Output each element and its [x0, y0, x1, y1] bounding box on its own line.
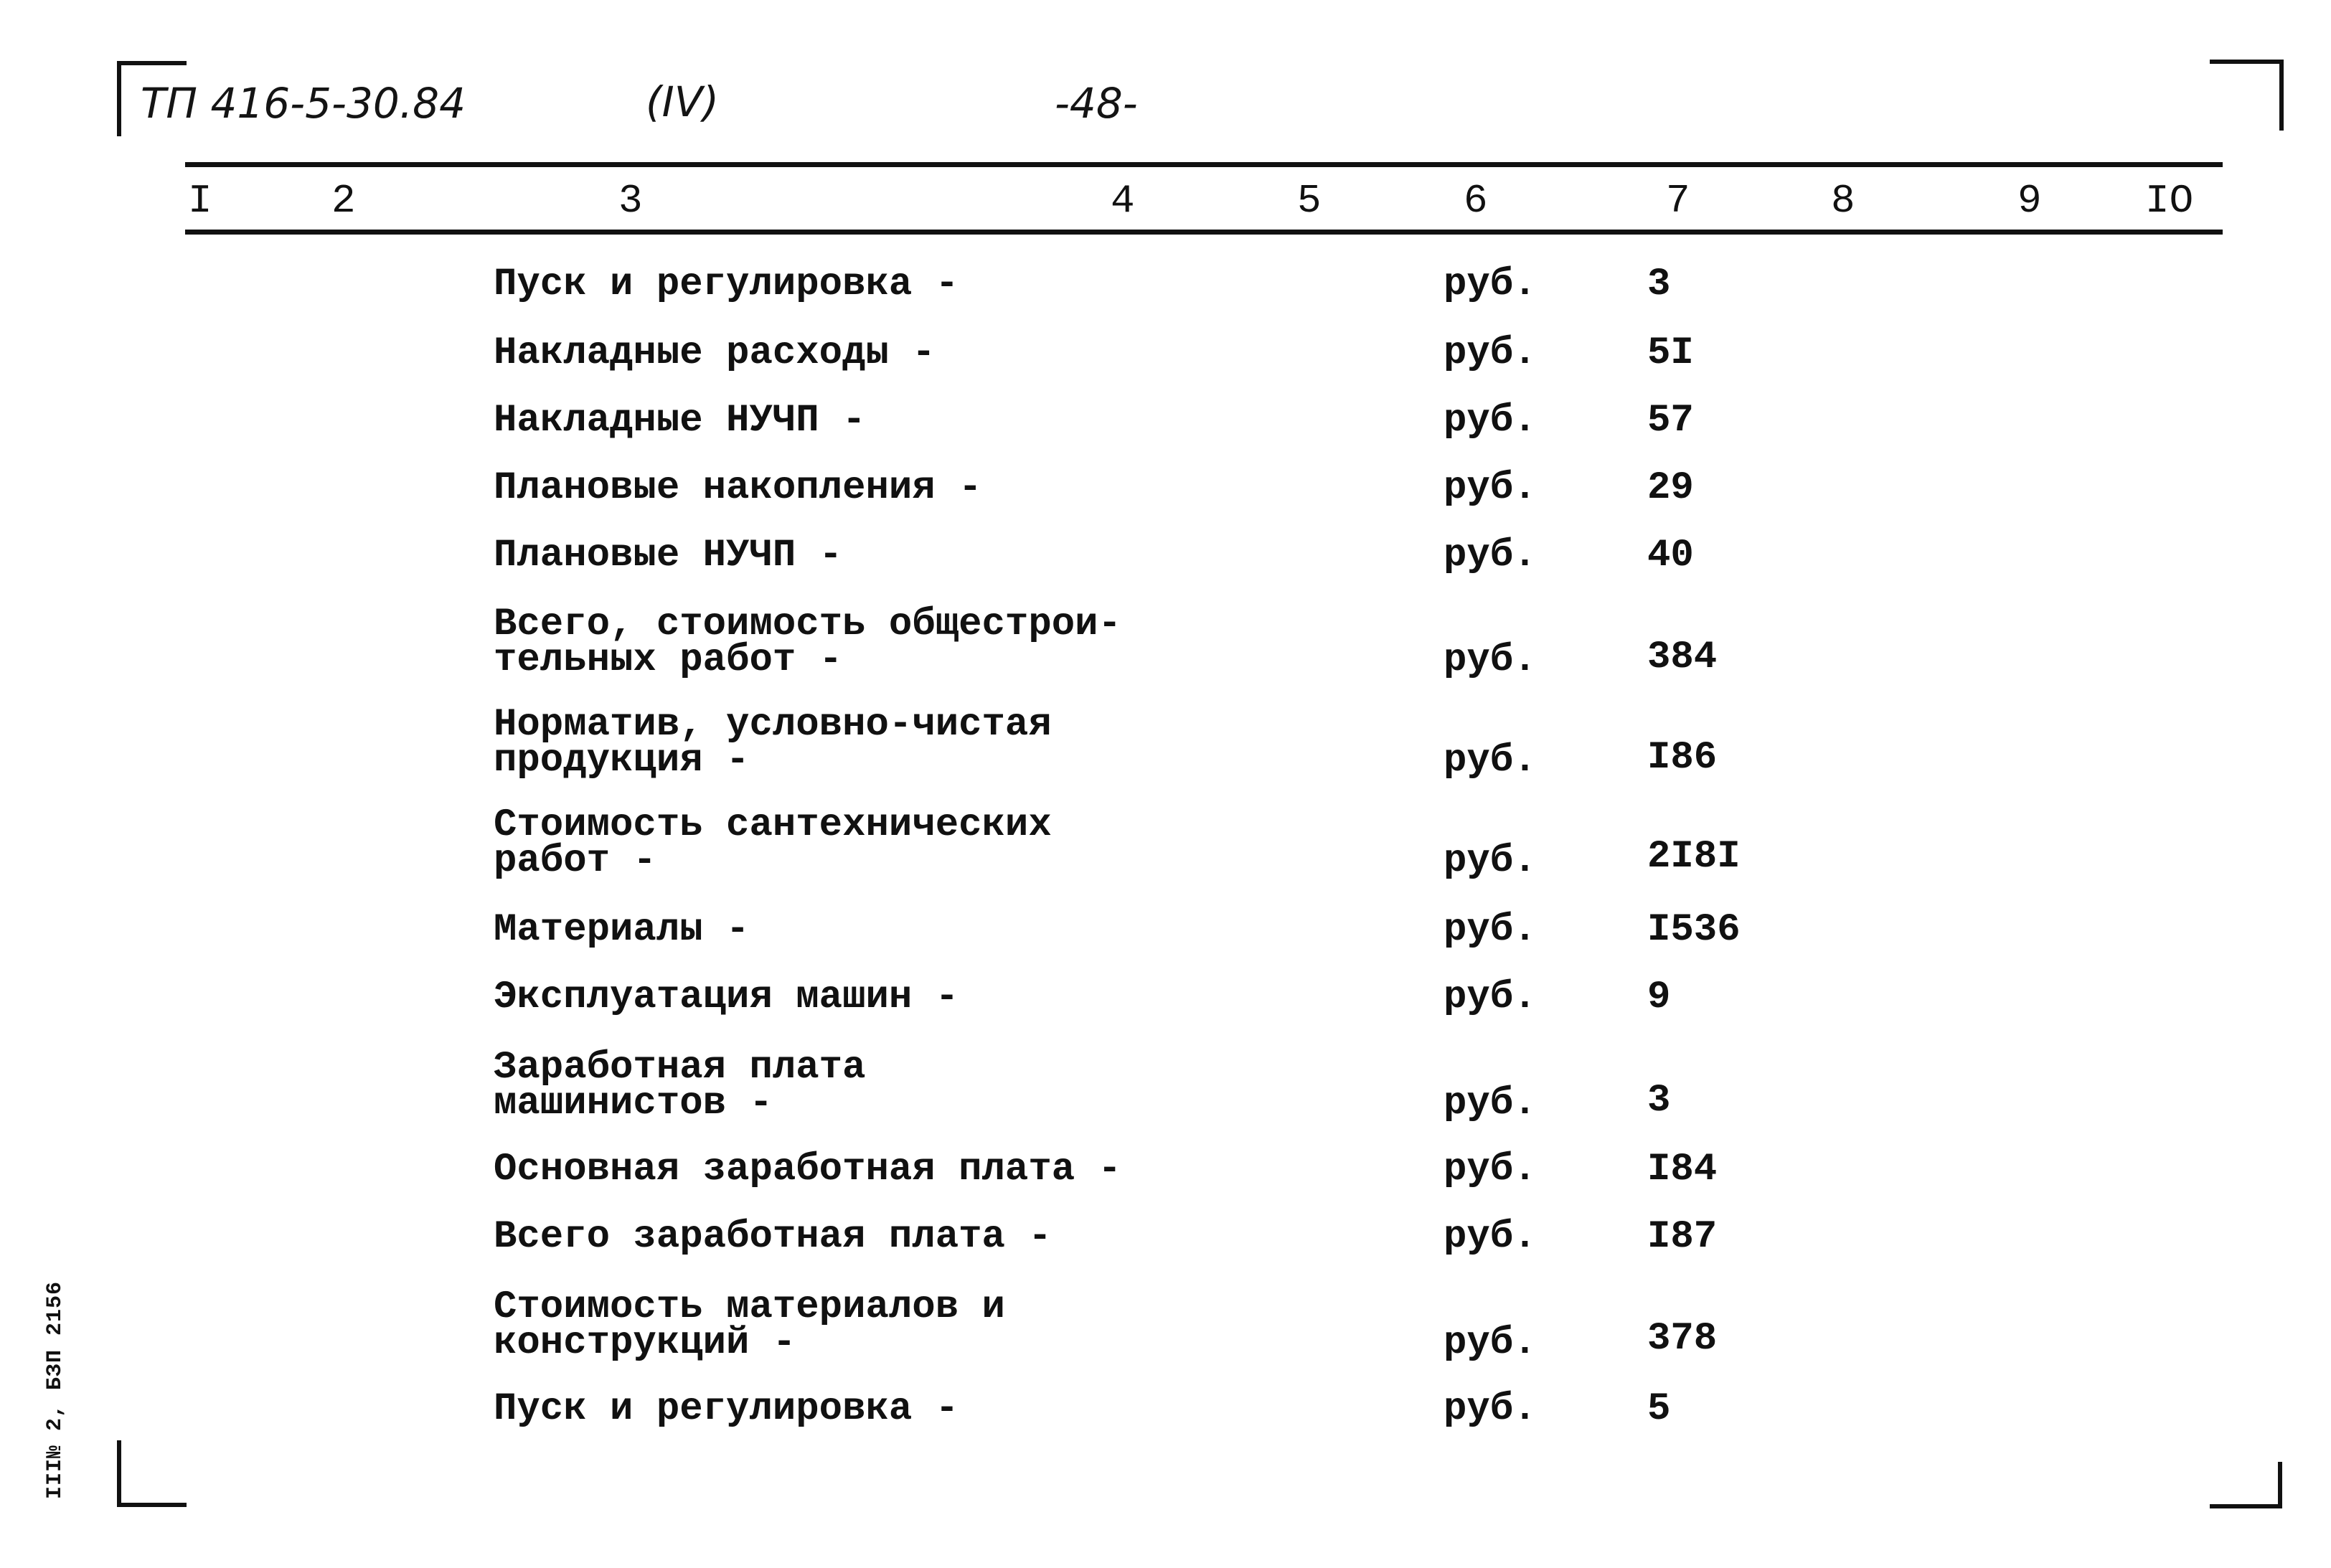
row-value: I84 — [1647, 1148, 1718, 1191]
row-label: Всего заработная плата - — [494, 1215, 1052, 1259]
column-number: 8 — [1831, 178, 1855, 224]
row-unit: руб. — [1444, 1321, 1537, 1365]
row-unit: руб. — [1444, 1215, 1537, 1259]
row-unit: руб. — [1444, 976, 1537, 1019]
corner-mark-bottom-left — [115, 1435, 194, 1513]
row-unit: руб. — [1444, 638, 1537, 682]
row-value: 40 — [1647, 534, 1694, 577]
doc-code: ТП 416-5-30.84 — [141, 79, 466, 128]
row-value: I86 — [1647, 736, 1718, 780]
column-number: 5 — [1297, 178, 1322, 224]
row-label: Стоимость сантехнических работ - — [494, 803, 1052, 883]
row-label: Накладные НУЧП - — [494, 399, 866, 443]
row-label: Эксплуатация машин - — [494, 976, 959, 1019]
row-value: 384 — [1647, 636, 1718, 679]
row-unit: руб. — [1444, 263, 1537, 306]
row-label: Заработная плата машинистов - — [494, 1046, 866, 1125]
row-label: Всего, стоимость общестрои- тельных работ - — [494, 603, 1121, 682]
row-value: 5 — [1647, 1387, 1671, 1431]
row-value: 57 — [1647, 399, 1694, 443]
row-label: Норматив, условно-чистая продукция - — [494, 703, 1052, 783]
row-unit: руб. — [1444, 399, 1537, 443]
row-value: I87 — [1647, 1215, 1718, 1259]
row-value: 3 — [1647, 1079, 1671, 1123]
corner-mark-top-right — [2203, 56, 2289, 135]
row-unit: руб. — [1444, 331, 1537, 375]
corner-mark-bottom-right — [2203, 1456, 2289, 1513]
row-label: Плановые накопления - — [494, 466, 982, 510]
row-unit: руб. — [1444, 1148, 1537, 1191]
row-value: 29 — [1647, 466, 1694, 510]
column-number: 7 — [1666, 178, 1690, 224]
side-stamp: III№ 2, БЗП 2156 — [43, 1280, 67, 1499]
row-value: 9 — [1647, 976, 1671, 1019]
row-value: 3 — [1647, 263, 1671, 306]
column-number: 2 — [331, 178, 356, 224]
column-number: 9 — [2017, 178, 2042, 224]
row-label: Пуск и регулировка - — [494, 1387, 959, 1431]
row-label: Плановые НУЧП - — [494, 534, 843, 577]
header-rule-bottom — [185, 230, 2223, 235]
column-number: 4 — [1111, 178, 1135, 224]
row-unit: руб. — [1444, 908, 1537, 952]
page-number: -48- — [1055, 79, 1138, 128]
row-unit: руб. — [1444, 534, 1537, 577]
row-unit: руб. — [1444, 1082, 1537, 1125]
row-value: 2I8I — [1647, 835, 1741, 879]
row-value: I536 — [1647, 908, 1741, 952]
row-label: Основная заработная плата - — [494, 1148, 1121, 1191]
row-value: 5I — [1647, 331, 1694, 375]
header-rule-top — [185, 162, 2223, 167]
section-mark: (IV) — [646, 77, 720, 126]
row-unit: руб. — [1444, 1387, 1537, 1431]
row-label: Стоимость материалов и конструкций - — [494, 1285, 1005, 1365]
row-label: Накладные расходы - — [494, 331, 936, 375]
row-label: Материалы - — [494, 908, 750, 952]
column-number: 6 — [1464, 178, 1488, 224]
column-number: 3 — [618, 178, 643, 224]
row-unit: руб. — [1444, 466, 1537, 510]
row-unit: руб. — [1444, 739, 1537, 783]
row-unit: руб. — [1444, 839, 1537, 883]
row-value: 378 — [1647, 1317, 1718, 1361]
column-number: I — [188, 178, 212, 224]
row-label: Пуск и регулировка - — [494, 263, 959, 306]
column-number: IO — [2145, 178, 2194, 224]
